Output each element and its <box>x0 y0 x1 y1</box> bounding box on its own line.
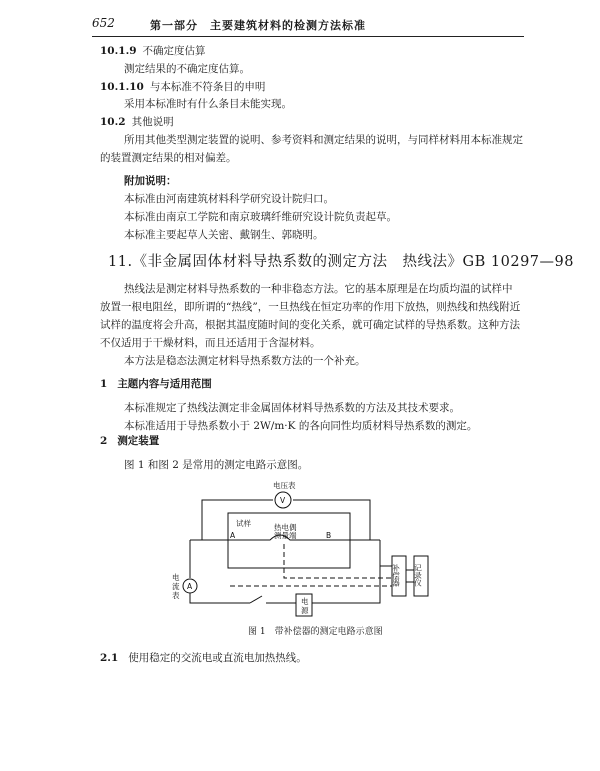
section-1-line: 本标准适用于导热系数小于 2W/m·K 的各向同性均质材料导热系数的测定。 <box>124 420 478 432</box>
heading-section-2: 2 测定装置 <box>100 435 160 447</box>
heading-10-1-9: 10.1.9 不确定度估算 <box>100 45 206 57</box>
section-2-line: 图 1 和图 2 是常用的测定电路示意图。 <box>124 459 309 471</box>
ammeter-label: 流 <box>172 582 180 591</box>
figure-caption: 图 1 带补偿器的测定电路示意图 <box>248 627 383 637</box>
intro-line: 放置一根电阻丝，即所谓的“热线”，一旦热线在恒定功率的作用下放热，则热线和热线附近 <box>100 301 521 313</box>
page-header <box>92 14 524 37</box>
paragraph-10-1-9: 测定结果的不确定度估算。 <box>124 63 250 75</box>
voltmeter-label: 电压表 <box>273 481 296 490</box>
power-supply-label: 源 <box>301 606 309 615</box>
intro-line: 不仅适用于干燥材料，而且还适用于含湿材料。 <box>100 337 321 349</box>
thermocouple-lead <box>284 544 392 578</box>
circuit-diagram <box>170 478 440 638</box>
paragraph-10-1-10: 采用本标准时有什么条目未能实现。 <box>124 98 292 110</box>
standard-title: 11.《非金属固体材料导热系数的测定方法 热线法》GB 10297—98 <box>108 254 574 270</box>
current-wire <box>190 593 250 603</box>
thermocouple-label: 测量端 <box>274 531 297 540</box>
intro-line: 试样的温度将会升高，根据其温度随时间的变化关系，就可确定试样的导热系数。这种方法 <box>100 319 520 331</box>
ammeter-label: 表 <box>172 591 180 600</box>
ammeter-symbol: A <box>187 582 193 591</box>
power-supply-label: 电 <box>301 597 309 606</box>
heading-10-2: 10.2 其他说明 <box>100 116 174 128</box>
page-number: 652 <box>92 16 115 30</box>
paragraph-10-2-line-1: 所用其他类型测定装置的说明、参考资料和测定结果的说明，与同样材料用本标准规定 <box>124 134 523 146</box>
appendix-line: 本标准由河南建筑材料科学研究设计院归口。 <box>124 193 334 205</box>
point-b-label: B <box>326 531 332 540</box>
sample-label: 试样 <box>236 519 251 528</box>
heading-section-1: 1 主题内容与适用范围 <box>100 378 212 390</box>
recorder-label: 记录仪 <box>413 564 423 587</box>
appendix-line: 本标准主要起草人关密、戴钢生、郭晓明。 <box>124 229 324 241</box>
point-a-label: A <box>230 531 236 540</box>
heading-10-1-10: 10.1.10 与本标准不符条目的申明 <box>100 81 266 93</box>
appendix-title: 附加说明： <box>124 175 177 187</box>
section-1-line: 本标准规定了热线法测定非金属固体材料导热系数的方法及其技术要求。 <box>124 402 460 414</box>
appendix-line: 本标准由南京工学院和南京玻璃纤维研究设计院负责起草。 <box>124 211 397 223</box>
running-title: 第一部分 主要建筑材料的检测方法标准 <box>150 19 366 32</box>
intro-line: 热线法是测定材料导热系数的一种非稳态方法。它的基本原理是在均质均温的试样中 <box>124 283 513 295</box>
thermocouple-label: 热电偶 <box>274 523 297 532</box>
compensator-wire <box>380 540 392 566</box>
intro-line: 本方法是稳态法测定材料导热系数方法的一个补充。 <box>124 355 366 367</box>
current-wire <box>312 540 380 603</box>
switch-lever <box>250 596 262 603</box>
section-2-1: 2.1 使用稳定的交流电或直流电加热热线。 <box>100 652 307 664</box>
voltmeter-wire <box>293 500 370 540</box>
paragraph-10-2-line-2: 的装置测定结果的相对偏差。 <box>100 152 237 164</box>
voltmeter-symbol: V <box>280 496 286 505</box>
compensator-label: 补偿器 <box>391 564 401 587</box>
ammeter-label: 电 <box>172 573 180 582</box>
